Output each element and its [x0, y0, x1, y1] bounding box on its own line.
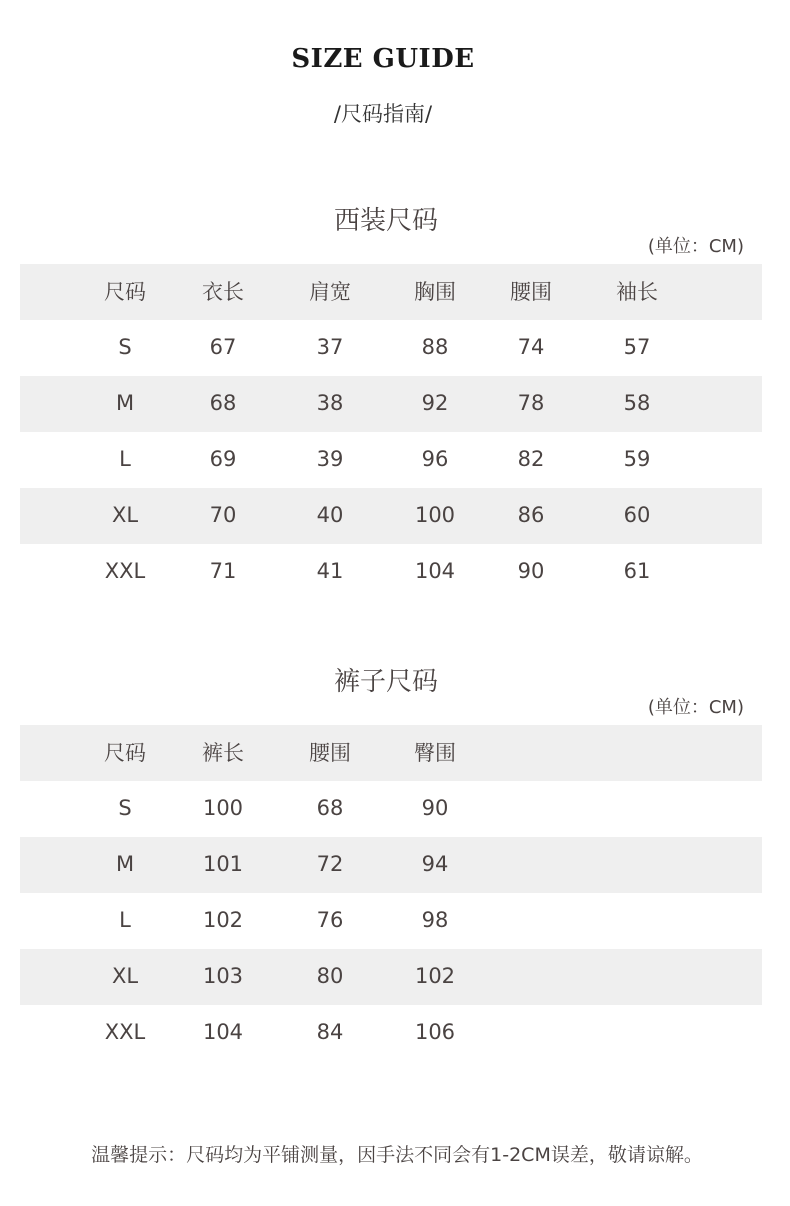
table-row: [20, 837, 762, 893]
size-label: L: [119, 908, 131, 932]
table-cell: 94: [421, 852, 449, 876]
table-cell: 103: [202, 964, 244, 988]
table-cell: 101: [202, 852, 244, 876]
table-cell: 67: [209, 335, 237, 359]
table-cell: 102: [414, 964, 456, 988]
table-row: [20, 432, 762, 488]
page-title: SIZE GUIDE: [291, 44, 475, 74]
table-cell: 40: [316, 503, 344, 527]
table-cell: 100: [202, 796, 244, 820]
table-cell: 59: [623, 447, 651, 471]
page-subtitle: /尺码指南/: [333, 102, 433, 126]
size-label: L: [119, 447, 131, 471]
column-header: 臀围: [414, 741, 456, 765]
column-header: 衣长: [202, 280, 244, 304]
table-cell: 60: [623, 503, 651, 527]
table-row: [20, 1005, 762, 1061]
table-cell: 68: [316, 796, 344, 820]
column-header: 尺码: [104, 741, 146, 765]
table-cell: 74: [517, 335, 545, 359]
table-cell: 41: [316, 559, 344, 583]
suit-table-unit: (单位：CM): [647, 236, 744, 257]
table-cell: 69: [209, 447, 237, 471]
table-cell: 98: [421, 908, 449, 932]
column-header: 腰围: [510, 280, 552, 304]
table-row: [20, 949, 762, 1005]
table-cell: 100: [414, 503, 456, 527]
table-row: [20, 544, 762, 600]
table-cell: 76: [316, 908, 344, 932]
table-cell: 39: [316, 447, 344, 471]
pants-table-unit: (单位：CM): [647, 697, 744, 718]
measurement-note: 温馨提示：尺码均为平铺测量，因手法不同会有1-2CM误差，敬请谅解。: [91, 1144, 703, 1166]
table-cell: 90: [517, 559, 545, 583]
table-cell: 58: [623, 391, 651, 415]
size-label: XL: [111, 503, 139, 527]
table-row: [20, 488, 762, 544]
table-cell: 96: [421, 447, 449, 471]
table-row: [20, 893, 762, 949]
table-cell: 80: [316, 964, 344, 988]
table-cell: 86: [517, 503, 545, 527]
table-cell: 61: [623, 559, 651, 583]
table-cell: 88: [421, 335, 449, 359]
suit-size-table: [20, 264, 762, 600]
table-cell: 57: [623, 335, 651, 359]
table-cell: 82: [517, 447, 545, 471]
size-label: XL: [111, 964, 139, 988]
table-cell: 71: [209, 559, 237, 583]
table-cell: 72: [316, 852, 344, 876]
table-cell: 68: [209, 391, 237, 415]
table-cell: 104: [202, 1020, 244, 1044]
column-header: 袖长: [616, 280, 658, 304]
table-cell: 70: [209, 503, 237, 527]
table-cell: 84: [316, 1020, 344, 1044]
table-row: [20, 320, 762, 376]
table-header-row: [20, 725, 762, 781]
table-cell: 78: [517, 391, 545, 415]
table-cell: 106: [414, 1020, 456, 1044]
column-header: 尺码: [104, 280, 146, 304]
table-cell: 104: [414, 559, 456, 583]
column-header: 肩宽: [309, 280, 351, 304]
size-label: S: [118, 796, 132, 820]
table-cell: 37: [316, 335, 344, 359]
table-cell: 92: [421, 391, 449, 415]
suit-table-title: 西装尺码: [333, 206, 438, 236]
column-header: 腰围: [309, 741, 351, 765]
size-label: XXL: [104, 559, 146, 583]
column-header: 胸围: [414, 280, 456, 304]
table-header-row: [20, 264, 762, 320]
table-row: [20, 376, 762, 432]
pants-table-title: 裤子尺码: [333, 667, 438, 697]
size-label: XXL: [104, 1020, 146, 1044]
column-header: 裤长: [202, 741, 244, 765]
size-label: M: [115, 852, 135, 876]
size-label: M: [115, 391, 135, 415]
table-cell: 102: [202, 908, 244, 932]
table-cell: 90: [421, 796, 449, 820]
table-row: [20, 781, 762, 837]
pants-size-table: [20, 725, 762, 1061]
size-label: S: [118, 335, 132, 359]
table-cell: 38: [316, 391, 344, 415]
